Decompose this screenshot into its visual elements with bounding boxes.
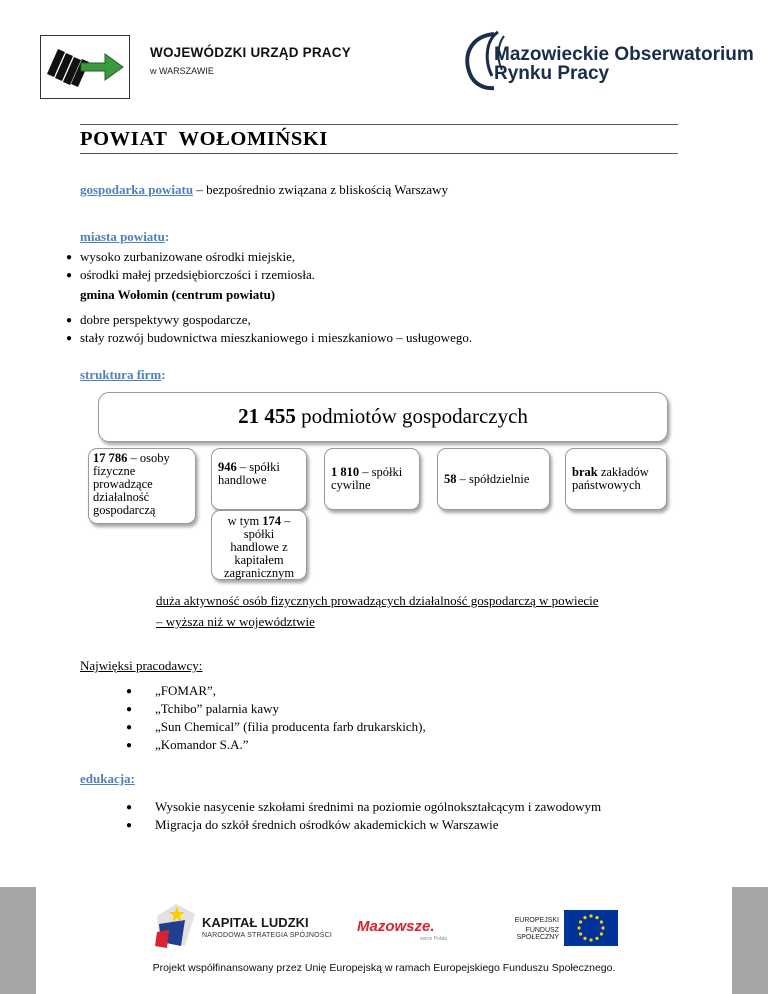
- structure-link[interactable]: struktura firm: [80, 367, 162, 382]
- coop-text: – spółdzielnie: [456, 472, 530, 486]
- bullet-icon: ●: [126, 740, 133, 751]
- foreign-line: zagranicznym: [223, 566, 295, 580]
- org-city: w WARSZAWIE: [150, 66, 214, 76]
- structure-colon: :: [161, 367, 166, 382]
- civil-line: cywilne: [331, 478, 371, 492]
- trade-companies-box: [211, 448, 307, 510]
- kapital-ludzki-logo-icon: [155, 902, 197, 948]
- list-item: „Komandor S.A.”: [155, 737, 249, 752]
- foreign-dash: –: [281, 514, 291, 528]
- structure-heading: [80, 366, 166, 383]
- foreign-prefix: w tym: [227, 514, 263, 528]
- trade-line: handlowe: [218, 473, 267, 487]
- foreign-line: handlowe z: [230, 540, 288, 554]
- state-bold: brak: [572, 465, 598, 479]
- efs-label-line2: FUNDUSZ SPOŁECZNY: [516, 927, 559, 941]
- foreign-line: kapitałem: [234, 553, 284, 567]
- kapital-ludzki-subtitle: NARODOWA STRATEGIA SPÓJNOŚCI: [202, 932, 333, 939]
- civil-companies-box: [324, 448, 420, 510]
- state-line: państwowych: [572, 478, 641, 492]
- bullet-icon: ●: [126, 802, 133, 813]
- employers-list: [0, 682, 768, 762]
- state-enterprises-box: [565, 448, 667, 510]
- coop-number: 58: [444, 472, 457, 486]
- list-item: Wysokie nasycenie szkołami średnimi na poziomie ogólnokształcącym i zawodowym: [155, 799, 602, 814]
- total-entities-box: [98, 392, 668, 442]
- list-item: „Sun Chemical” (filia producenta farb drukarskich),: [155, 719, 426, 734]
- education-list: [0, 798, 768, 838]
- efs-label: EUROPEJSKI: [514, 917, 559, 924]
- activity-note: duża aktywność osób fizycznych prowadzących działalność gospodarczą w powiecie: [156, 593, 599, 608]
- title-bottom-rule: [80, 153, 678, 154]
- footer-right-bar: [732, 887, 768, 994]
- bullet-icon: ●: [66, 252, 73, 263]
- gmina-list: [0, 311, 768, 351]
- towns-list: [0, 248, 768, 288]
- activity-note-line2: – wyższa niż w województwie: [156, 614, 315, 629]
- economy-link[interactable]: gospodarka powiatu: [80, 182, 194, 197]
- observatory-name-line2: Rynku Pracy: [494, 63, 610, 84]
- persons-line: fizyczne: [93, 464, 136, 478]
- footer-left-bar: [0, 887, 36, 994]
- list-item: wysoko zurbanizowane ośrodki miejskie,: [80, 249, 296, 264]
- list-item: dobre perspektywy gospodarcze,: [80, 312, 251, 327]
- org-name: WOJEWÓDZKI URZĄD PRACY: [150, 45, 351, 60]
- persons-number: 17 786: [93, 451, 128, 465]
- mazowsze-subtitle: serce Polski: [420, 936, 447, 942]
- education-heading: [80, 770, 135, 787]
- economy-text: – bezpośrednio związana z bliskością Warszawy: [193, 182, 449, 197]
- gmina-heading: gmina Wołomin (centrum powiatu): [80, 287, 276, 302]
- trade-dash: – spółki: [236, 460, 280, 474]
- list-item: ośrodki małej przedsiębiorczości i rzemiosła.: [80, 267, 316, 282]
- page-title: POWIAT WOŁOMIŃSKI: [80, 128, 329, 150]
- total-label: podmiotów gospodarczych: [295, 404, 528, 428]
- kapital-ludzki-name: KAPITAŁ LUDZKI: [202, 915, 309, 930]
- bullet-icon: ●: [66, 315, 73, 326]
- observatory-name: Mazowieckie Obserwatorium: [494, 44, 754, 65]
- foreign-line: spółki: [243, 527, 275, 541]
- towns-heading: [80, 228, 169, 245]
- title-top-rule: [80, 124, 678, 125]
- towns-colon: :: [164, 229, 170, 244]
- mazowsze-logo: Mazowsze.: [357, 918, 435, 935]
- foreign-number: 174: [262, 514, 282, 528]
- footer-cofinancing-text: Projekt współfinansowany przez Unię Europejską w ramach Europejskiego Funduszu Społecznego.: [152, 962, 616, 974]
- persons-dash: – osoby: [127, 451, 170, 465]
- eu-flag-icon: [564, 910, 618, 946]
- persons-box: [88, 448, 196, 524]
- total-entities-text: [99, 403, 667, 429]
- list-item: Migracja do szkół średnich ośrodków akademickich w Warszawie: [155, 817, 499, 832]
- persons-line: prowadzące: [93, 477, 153, 491]
- bullet-icon: ●: [126, 704, 133, 715]
- civil-dash: – spółki: [359, 465, 403, 479]
- economy-line: [80, 181, 448, 198]
- towns-link[interactable]: miasta powiatu: [80, 229, 165, 244]
- persons-line: gospodarczą: [93, 503, 156, 517]
- bullet-icon: ●: [126, 686, 133, 697]
- cooperatives-box: [437, 448, 550, 510]
- bullet-icon: ●: [126, 722, 133, 733]
- list-item: „FOMAR”,: [155, 683, 217, 698]
- persons-line: działalność: [93, 490, 150, 504]
- footer: [0, 887, 768, 994]
- trade-number: 946: [218, 460, 237, 474]
- civil-number: 1 810: [331, 465, 360, 479]
- wup-logo: [40, 35, 130, 99]
- list-item: stały rozwój budownictwa mieszkaniowego i mieszkaniowo – usługowego.: [80, 330, 473, 345]
- bullet-icon: ●: [66, 333, 73, 344]
- total-number: 21 455: [238, 404, 296, 428]
- foreign-capital-box: [211, 510, 307, 580]
- wup-logo-icon: [41, 36, 128, 97]
- state-text: zakładów: [597, 465, 649, 479]
- employers-heading: Najwięksi pracodawcy:: [80, 658, 203, 673]
- education-link[interactable]: edukacja:: [80, 771, 135, 786]
- bullet-icon: ●: [126, 820, 133, 831]
- list-item: „Tchibo” palarnia kawy: [155, 701, 279, 716]
- bullet-icon: ●: [66, 270, 73, 281]
